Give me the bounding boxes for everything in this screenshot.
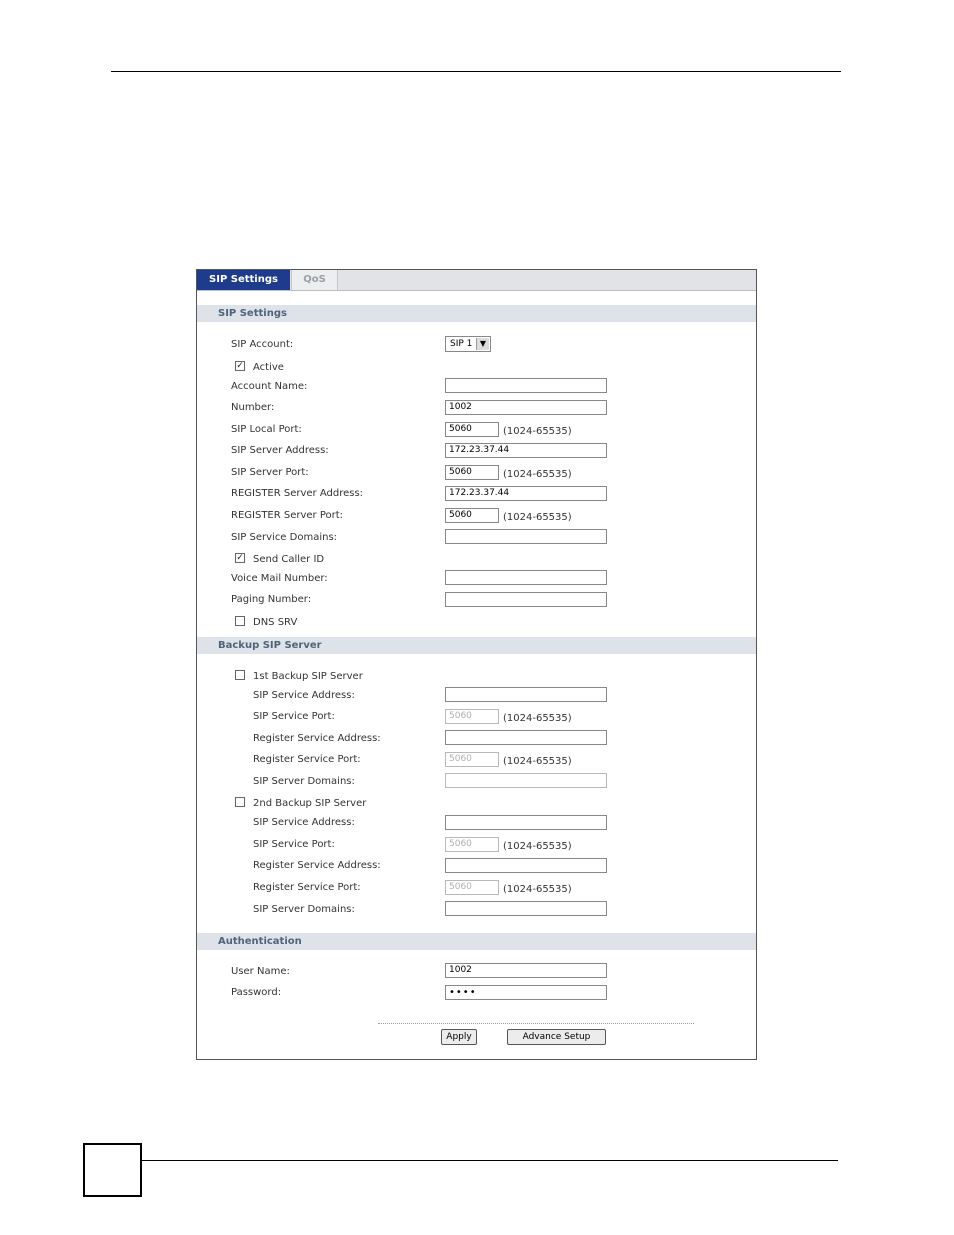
second-backup-service-port-input[interactable]: 5060 [445,837,499,852]
sip-settings-panel [196,269,757,1060]
active-checkbox[interactable]: ✓ [236,361,244,371]
first-backup-register-address-input[interactable] [445,730,607,745]
second-backup-checkbox[interactable] [235,797,245,807]
first-backup-register-port-range: (1024-65535) [503,756,572,767]
first-backup-service-address-input[interactable] [445,687,607,702]
chevron-down-icon: ▼ [476,338,489,350]
send-caller-id-checkbox[interactable]: ✓ [236,553,244,563]
first-backup-label: 1st Backup SIP Server [253,671,363,682]
footer-rule [141,1160,838,1161]
voice-mail-number-label: Voice Mail Number: [231,573,328,584]
paging-number-input[interactable] [445,592,607,607]
sip-server-address-input[interactable]: 172.23.37.44 [445,443,607,458]
sip-server-port-range: (1024-65535) [503,469,572,480]
sip-service-domains-input[interactable] [445,529,607,544]
section-header-sip-settings: SIP Settings [197,305,756,322]
first-backup-service-port-range: (1024-65535) [503,713,572,724]
tab-sip-settings[interactable]: SIP Settings [197,270,290,290]
first-backup-service-port-input[interactable]: 5060 [445,709,499,724]
first-backup-checkbox[interactable] [235,670,245,680]
second-backup-register-port-label: Register Service Port: [253,882,361,893]
second-backup-register-port-input[interactable]: 5060 [445,880,499,895]
register-server-port-range: (1024-65535) [503,512,572,523]
register-server-address-label: REGISTER Server Address: [231,488,364,499]
tab-qos[interactable]: QoS [291,270,338,290]
second-backup-register-address-label: Register Service Address: [253,860,381,871]
password-label: Password: [231,987,282,998]
page-number-box [83,1143,142,1197]
password-input[interactable]: •••• [445,985,607,1000]
sip-account-select[interactable] [445,336,491,352]
header-rule [111,71,841,72]
advance-setup-button[interactable]: Advance Setup [507,1029,606,1045]
first-backup-register-port-label: Register Service Port: [253,754,361,765]
first-backup-service-port-label: SIP Service Port: [253,711,335,722]
send-caller-id-label: Send Caller ID [253,554,325,565]
first-backup-server-domains-label: SIP Server Domains: [253,776,355,787]
dns-srv-checkbox[interactable] [235,616,245,626]
sip-server-port-label: SIP Server Port: [231,467,309,478]
section-header-authentication: Authentication [197,933,756,950]
first-backup-service-address-label: SIP Service Address: [253,690,355,701]
first-backup-server-domains-input[interactable] [445,773,607,788]
voice-mail-number-input[interactable] [445,570,607,585]
sip-server-port-input[interactable]: 5060 [445,465,499,480]
second-backup-register-port-range: (1024-65535) [503,884,572,895]
first-backup-register-port-input[interactable]: 5060 [445,752,499,767]
section-header-backup-sip-server: Backup SIP Server [197,637,756,654]
sip-local-port-range: (1024-65535) [503,426,572,437]
number-label: Number: [231,402,275,413]
tab-bar [197,270,756,291]
paging-number-label: Paging Number: [231,594,312,605]
button-divider [378,1023,694,1024]
sip-service-domains-label: SIP Service Domains: [231,532,338,543]
second-backup-service-port-label: SIP Service Port: [253,839,335,850]
account-name-input[interactable] [445,378,607,393]
second-backup-server-domains-input[interactable] [445,901,607,916]
sip-account-value: SIP 1 [450,339,473,349]
second-backup-service-address-input[interactable] [445,815,607,830]
second-backup-register-address-input[interactable] [445,858,607,873]
user-name-label: User Name: [231,966,290,977]
dns-srv-label: DNS SRV [253,617,298,628]
second-backup-label: 2nd Backup SIP Server [253,798,367,809]
sip-local-port-input[interactable]: 5060 [445,422,499,437]
sip-server-address-label: SIP Server Address: [231,445,329,456]
active-label: Active [253,362,284,373]
account-name-label: Account Name: [231,381,308,392]
apply-button[interactable]: Apply [441,1029,477,1045]
second-backup-service-port-range: (1024-65535) [503,841,572,852]
second-backup-service-address-label: SIP Service Address: [253,817,355,828]
register-server-address-input[interactable]: 172.23.37.44 [445,486,607,501]
user-name-input[interactable]: 1002 [445,963,607,978]
second-backup-server-domains-label: SIP Server Domains: [253,904,355,915]
first-backup-register-address-label: Register Service Address: [253,733,381,744]
sip-local-port-label: SIP Local Port: [231,424,302,435]
register-server-port-input[interactable]: 5060 [445,508,499,523]
register-server-port-label: REGISTER Server Port: [231,510,344,521]
number-input[interactable]: 1002 [445,400,607,415]
sip-account-label: SIP Account: [231,339,294,350]
